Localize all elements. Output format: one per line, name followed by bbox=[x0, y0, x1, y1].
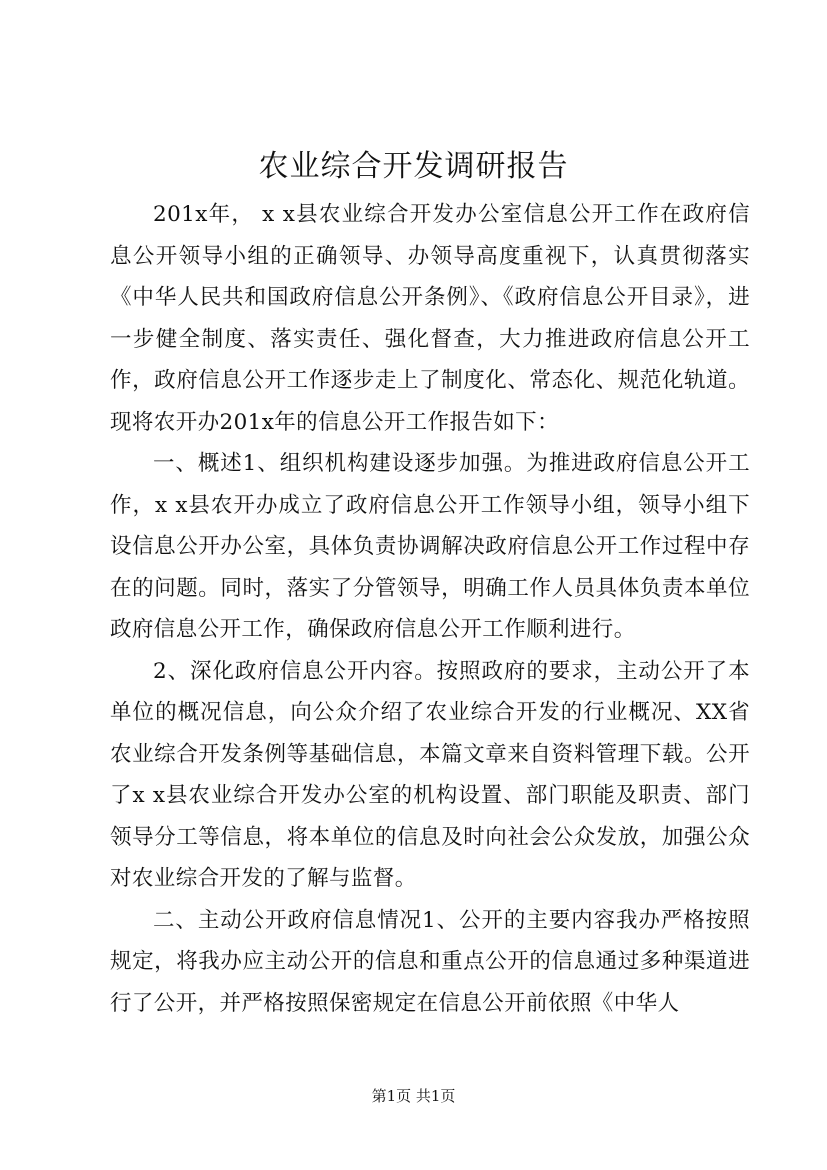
paragraph-active-disclosure: 二、主动公开政府信息情况1、公开的主要内容我办严格按照规定，将我办应主动公开的信息和重点公开的信息通过多种渠道进行了公开，并严格按照保密规定在信息公开前依照《中华人 bbox=[110, 907, 750, 1016]
paragraph-content-deepening: 2、深化政府信息公开内容。按照政府的要求，主动公开了本单位的概况信息，向公众介绍了农业综合开发的行业概况、XX省农业综合开发条例等基础信息，本篇文章来自资料管理下载。公开了x x县农业综合开发办公室的机构设置、部门职能及职责、部门领导分工等信息，将本单位的信息及时向社会公众发放，加强公众对农业综合开发的了解与监督。 bbox=[110, 658, 750, 891]
document-body bbox=[110, 194, 750, 1024]
paragraph-intro: 201x年， x x县农业综合开发办公室信息公开工作在政府信息公开领导小组的正确领导、办领导高度重视下，认真贯彻落实《中华人民共和国政府信息公开条例》、《政府信息公开目录》，进一步健全制度、落实责任、强化督查，大力推进政府信息公开工作，政府信息公开工作逐步走上了制度化、常态化、规范化轨道。现将农开办201x年的信息公开工作报告如下： bbox=[110, 202, 750, 435]
document-title: 农业综合开发调研报告 bbox=[258, 149, 569, 184]
paragraph-overview: 一、概述1、组织机构建设逐步加强。为推进政府信息公开工作，x x县农开办成立了政府信息公开工作领导小组，领导小组下设信息公开办公室，具体负责协调解决政府信息公开工作过程中存在的问题。同时，落实了分管领导，明确工作人员具体负责本单位政府信息公开工作，确保政府信息公开工作顺利进行。 bbox=[110, 451, 750, 642]
page-footer: 第1页 共1页 bbox=[371, 1087, 456, 1105]
